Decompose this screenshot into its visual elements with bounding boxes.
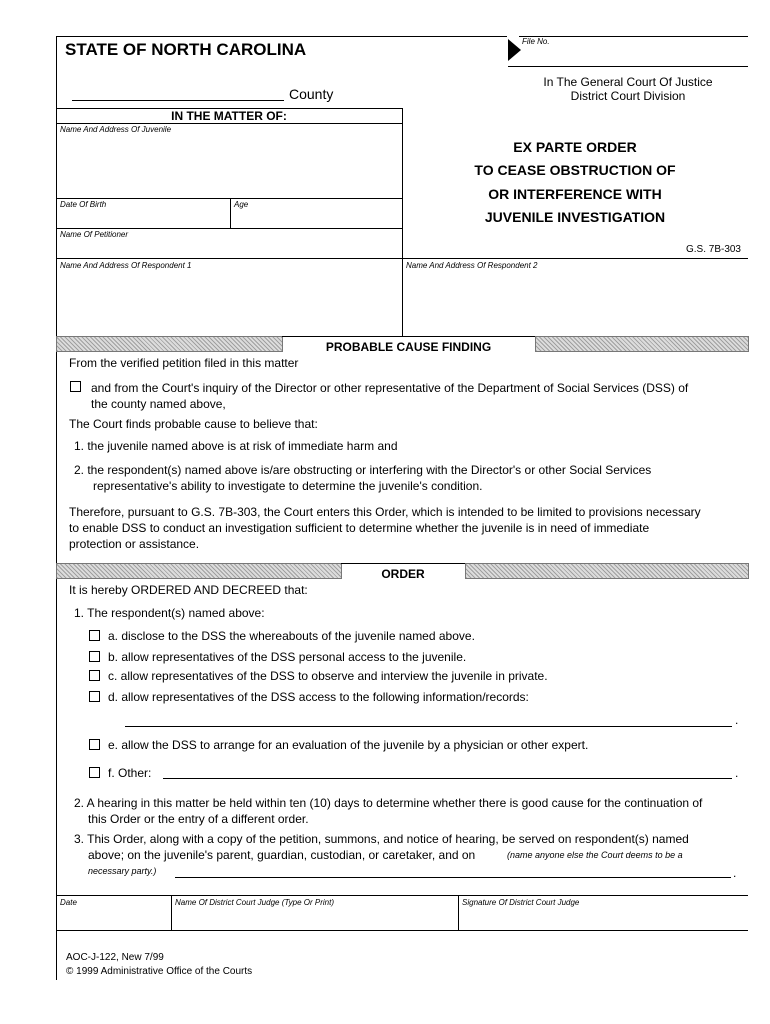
option-a-checkbox[interactable]: [89, 630, 100, 641]
form-title-line2: TO CEASE OBSTRUCTION OF: [474, 162, 676, 178]
judge-signature-field[interactable]: [462, 910, 744, 928]
court-line2: District Court Division: [570, 89, 686, 103]
date-label: Date: [60, 898, 77, 907]
state-title: STATE OF NORTH CAROLINA: [65, 40, 307, 59]
dss-inquiry-checkbox[interactable]: [70, 381, 81, 392]
order-item2-line1: 2. A hearing in this matter be held within ten (10) days to determine whether there is good cause for the continuation of: [74, 796, 703, 810]
court-line1: In The General Court Of Justice: [543, 75, 713, 89]
county-label: County: [289, 86, 334, 102]
dss-inquiry-line1: and from the Court's inquiry of the Director or other representative of the Department of Social Services (DSS) of: [91, 381, 689, 395]
finding-heading: PROBABLE CAUSE FINDING: [282, 336, 535, 351]
respondent2-label: Name And Address Of Respondent 2: [406, 261, 538, 270]
age-label: Age: [234, 200, 249, 209]
finding-item1: 1. the juvenile named above is at risk of immediate harm and: [74, 439, 398, 453]
county-field[interactable]: [72, 100, 284, 101]
respondent1-field[interactable]: [60, 273, 398, 333]
court-finds: The Court finds probable cause to believe that:: [69, 417, 318, 431]
judge-name-label: Name Of District Court Judge (Type Or Print): [175, 898, 334, 907]
respondent1-label: Name And Address Of Respondent 1: [60, 261, 192, 270]
order-item2-line2: this Order or the entry of a different order.: [88, 812, 309, 826]
order-item3-note2: necessary party.): [88, 866, 157, 876]
finding-item2-line1: 2. the respondent(s) named above is/are obstructing or interfering with the Director's or other Social Services: [74, 463, 652, 477]
option-d-checkbox[interactable]: [89, 691, 100, 702]
order-item3-line2: above; on the juvenile's parent, guardian, custodian, or caretaker, and on: [88, 848, 476, 862]
order-heading: ORDER: [341, 563, 465, 578]
petitioner-top-border: [56, 228, 402, 229]
respondents-top-border: [56, 258, 748, 259]
option-b-label: b. allow representatives of the DSS personal access to the juvenile.: [108, 650, 467, 664]
juvenile-name-label: Name And Address Of Juvenile: [60, 125, 172, 134]
order-item1: 1. The respondent(s) named above:: [74, 606, 265, 620]
finding-intro: From the verified petition filed in this matter: [69, 356, 299, 370]
date-field[interactable]: [60, 910, 167, 928]
petitioner-field[interactable]: [60, 241, 398, 257]
records-period: .: [735, 713, 739, 727]
ordered-decreed: It is hereby ORDERED AND DECREED that:: [69, 583, 308, 597]
dss-inquiry-line2: the county named above,: [91, 397, 226, 411]
option-c-checkbox[interactable]: [89, 670, 100, 681]
other-period: .: [735, 766, 739, 780]
order-hatch-left: [56, 563, 342, 579]
option-f-checkbox[interactable]: [89, 767, 100, 778]
records-field[interactable]: [125, 726, 732, 727]
left-border: [56, 36, 57, 980]
therefore-line1: Therefore, pursuant to G.S. 7B-303, the Court enters this Order, which is intended to be limited to provisions necessary: [69, 505, 701, 519]
file-no-bottom-border: [508, 66, 748, 67]
copyright: © 1999 Administrative Office of the Courts: [66, 966, 253, 977]
finding-item2-line2: representative's ability to investigate to determine the juvenile's condition.: [93, 479, 483, 493]
signature-bottom-border: [56, 930, 748, 931]
form-title-line3: OR INTERFERENCE WITH: [488, 186, 662, 202]
option-e-checkbox[interactable]: [89, 739, 100, 750]
sig-divider-1: [171, 895, 172, 930]
dob-age-divider: [230, 198, 231, 228]
order-item3-line1: 3. This Order, along with a copy of the petition, summons, and notice of hearing, be served on respondent(s) named: [74, 832, 689, 846]
option-d-label: d. allow representatives of the DSS access to the following information/records:: [108, 690, 529, 704]
order-hatch-right: [465, 563, 749, 579]
file-no-label: File No.: [522, 37, 550, 46]
judge-name-field[interactable]: [175, 910, 454, 928]
finding-hatch-right: [535, 336, 749, 352]
form-number: AOC-J-122, New 7/99: [66, 952, 164, 963]
age-field[interactable]: [234, 210, 398, 226]
finding-hatch-left: [56, 336, 283, 352]
signature-top-border: [56, 895, 748, 896]
sig-divider-2: [458, 895, 459, 930]
order-item3-note: (name anyone else the Court deems to be a: [507, 850, 683, 860]
matter-title-border: [56, 123, 402, 124]
option-f-label: f. Other:: [108, 766, 152, 780]
file-arrow-icon: [508, 39, 521, 61]
option-b-checkbox[interactable]: [89, 651, 100, 662]
form-title-line4: JUVENILE INVESTIGATION: [484, 209, 666, 225]
file-no-field[interactable]: [522, 48, 742, 62]
option-a-label: a. disclose to the DSS the whereabouts of the juvenile named above.: [108, 629, 475, 643]
respondent2-field[interactable]: [406, 273, 744, 333]
petitioner-label: Name Of Petitioner: [60, 230, 129, 239]
dob-label: Date Of Birth: [60, 200, 107, 209]
form-title-line1: EX PARTE ORDER: [513, 139, 637, 155]
other-field[interactable]: [163, 778, 732, 779]
dob-field[interactable]: [60, 210, 226, 226]
therefore-line3: protection or assistance.: [69, 537, 200, 551]
dob-top-border: [56, 198, 402, 199]
other-parties-field[interactable]: [175, 877, 731, 878]
option-e-label: e. allow the DSS to arrange for an evaluation of the juvenile by a physician or other expert.: [108, 738, 589, 752]
in-matter-heading: IN THE MATTER OF:: [171, 109, 287, 123]
parties-period: .: [733, 866, 737, 880]
option-c-label: c. allow representatives of the DSS to observe and interview the juvenile in private.: [108, 669, 548, 683]
file-no-top-border: [519, 36, 748, 37]
statute-ref: G.S. 7B-303: [685, 244, 741, 255]
judge-signature-label: Signature Of District Court Judge: [462, 898, 580, 907]
therefore-line2: to enable DSS to conduct an investigation sufficient to determine whether the juvenile is in need of immediate: [69, 521, 650, 535]
juvenile-name-field[interactable]: [60, 137, 398, 195]
top-border: [56, 36, 507, 37]
